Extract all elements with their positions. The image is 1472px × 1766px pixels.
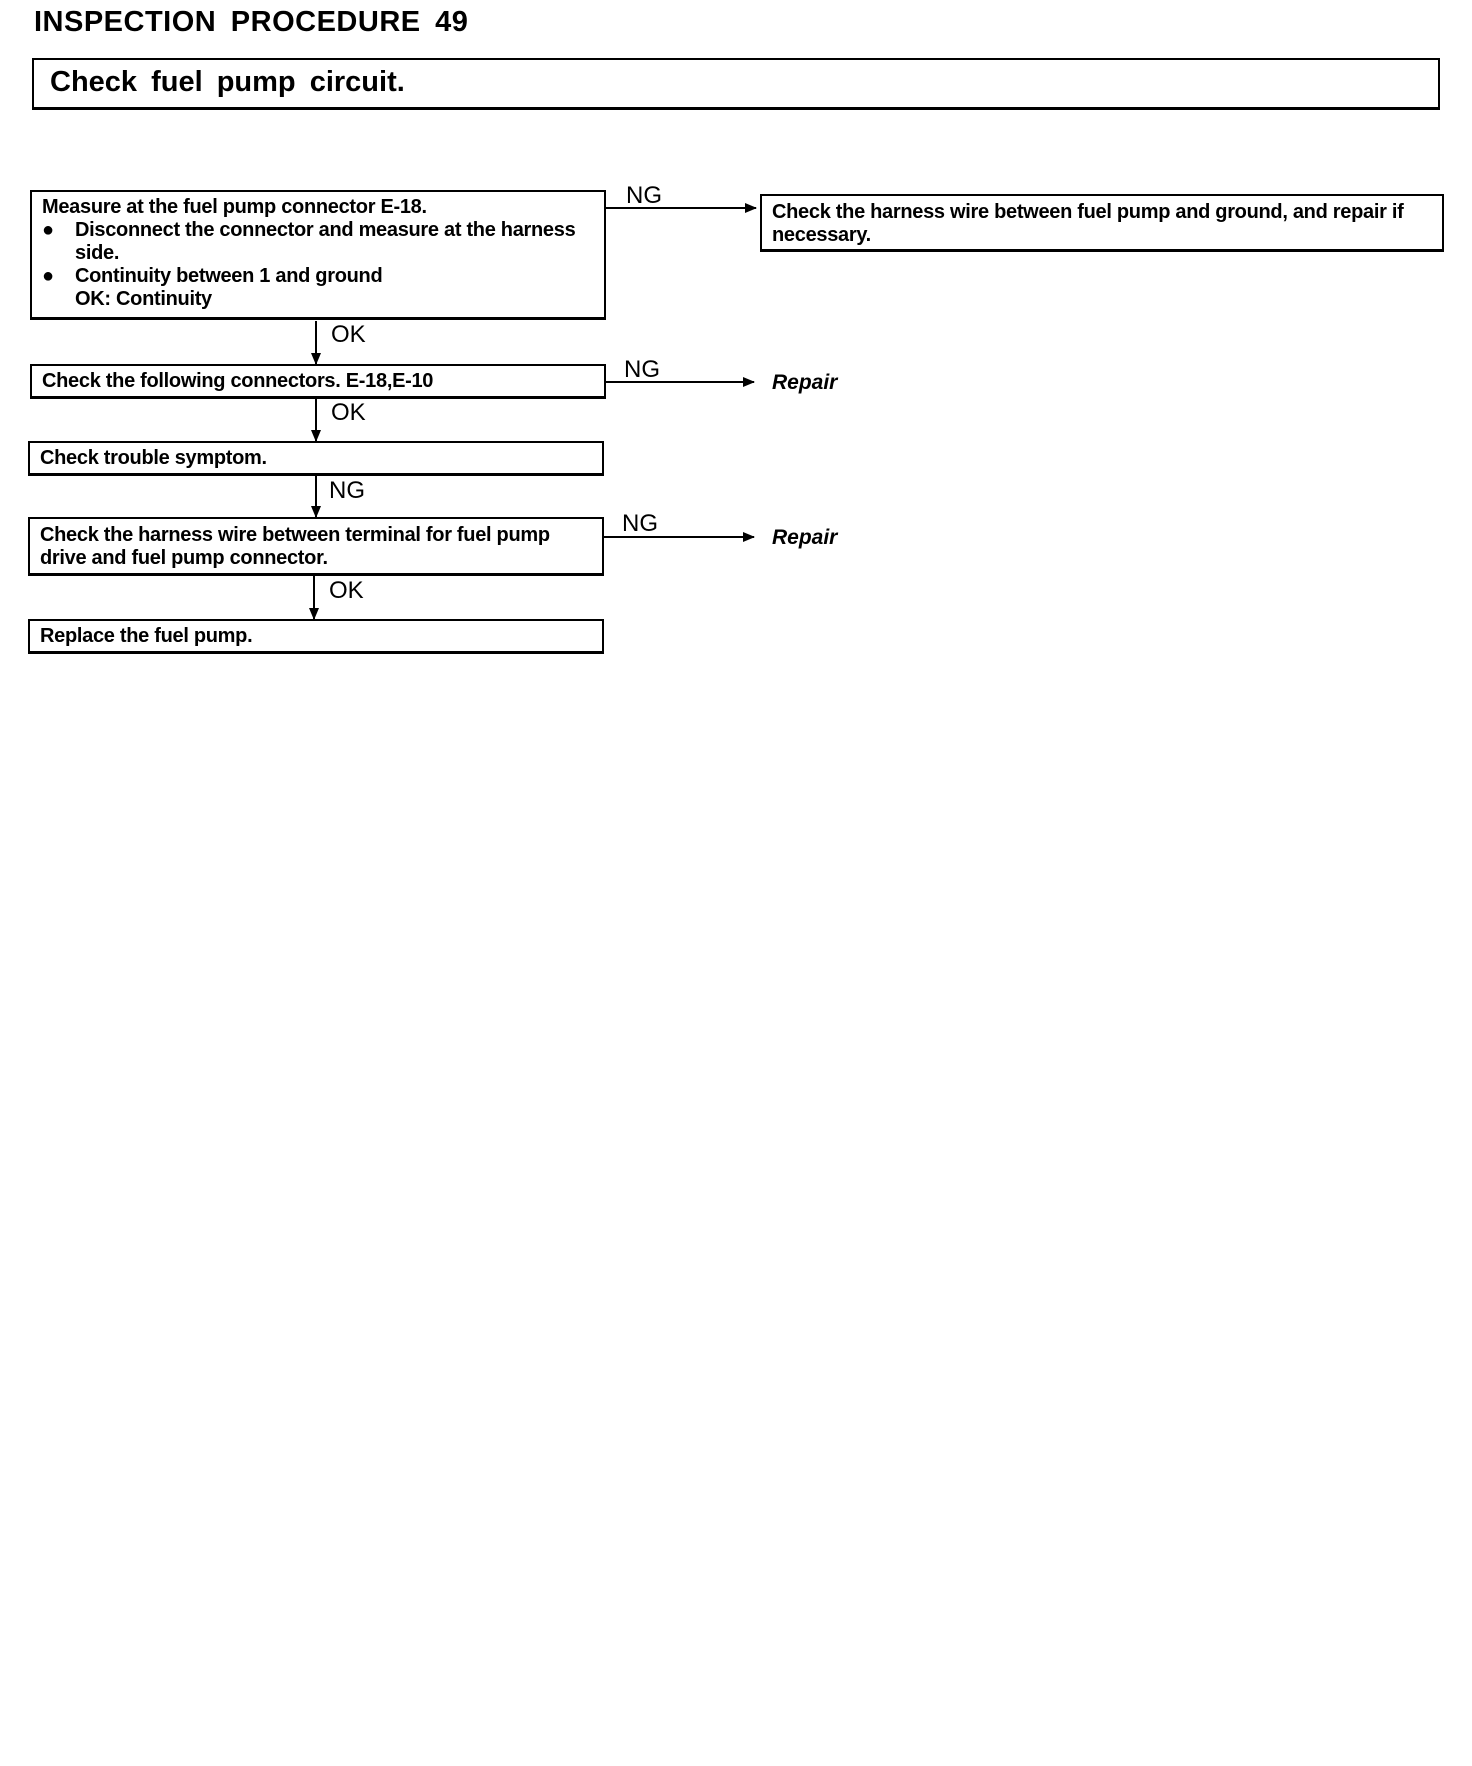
- ng-label-4: NG: [622, 510, 658, 537]
- procedure-title: Check fuel pump circuit.: [50, 66, 405, 98]
- step4-ng-result: Repair: [772, 526, 838, 549]
- step1-ng-result-box: [760, 194, 1444, 252]
- step1-bullet2: [42, 265, 594, 288]
- ok-label-1: OK: [331, 321, 366, 348]
- bullet-dot-icon: ●: [42, 265, 54, 287]
- ng-label-2: NG: [624, 356, 660, 383]
- step1-bullet1: [42, 219, 594, 265]
- ng-label-3: NG: [329, 477, 365, 504]
- step3-text: Check trouble symptom.: [40, 447, 267, 469]
- bullet-dot-icon: ●: [42, 219, 54, 241]
- page-heading: INSPECTION PROCEDURE 49: [34, 6, 469, 38]
- step1-box: [30, 190, 606, 320]
- step2-ng-result: Repair: [772, 371, 838, 394]
- step5-box: [28, 619, 604, 654]
- step1-ng-result-text: Check the harness wire between fuel pump and ground, and repair if necessary.: [772, 201, 1404, 246]
- step2-text: Check the following connectors. E-18,E-10: [42, 370, 434, 392]
- ok-label-2: OK: [331, 399, 366, 426]
- step1-line1: Measure at the fuel pump connector E-18.: [42, 196, 427, 218]
- ok-label-3: OK: [329, 577, 364, 604]
- step2-box: [30, 364, 606, 399]
- step1-ok-criteria: OK: Continuity: [75, 288, 212, 310]
- ng-label-1: NG: [626, 182, 662, 209]
- step5-text: Replace the fuel pump.: [40, 625, 253, 647]
- step4-box: [28, 517, 604, 576]
- step1-bullet1-text: Disconnect the connector and measure at the harness side.: [75, 219, 576, 264]
- step3-box: [28, 441, 604, 476]
- step4-text: Check the harness wire between terminal for fuel pump drive and fuel pump connector.: [40, 524, 550, 569]
- step1-bullet2-text: Continuity between 1 and ground: [75, 265, 383, 287]
